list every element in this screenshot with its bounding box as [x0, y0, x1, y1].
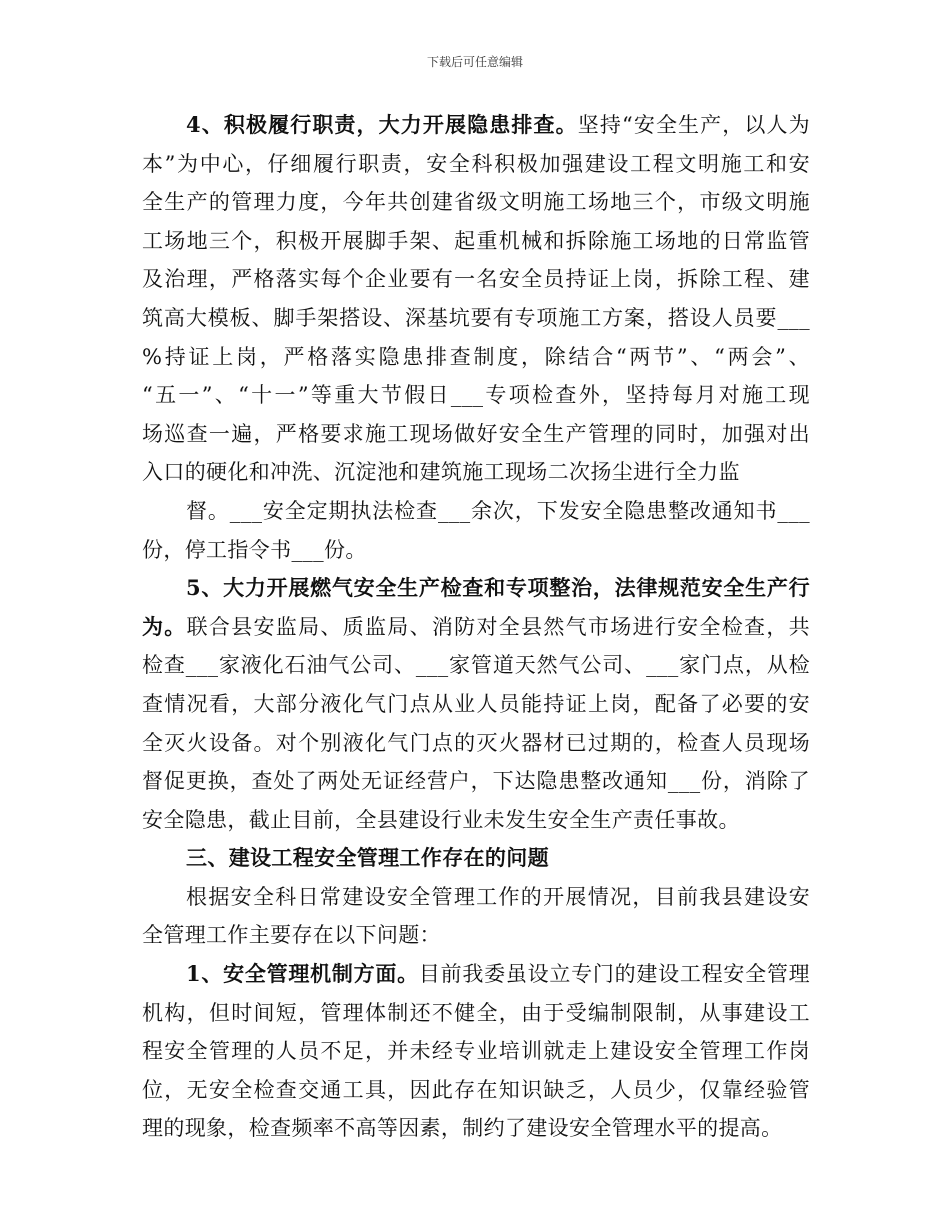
paragraph-4-line-9: 场巡查一遍，严格要求施工现场做好安全生产管理的同时，加强对出: [142, 421, 810, 446]
section-3-intro-line-1: 根据安全科日常建设安全管理工作的开展情况，目前我县建设安: [186, 884, 810, 909]
paragraph-5-line-4: 全灭火设备。对个别液化气门点的灭火器材已过期的，检查人员现场: [142, 730, 810, 755]
section-3-title: 三、建设工程安全管理工作存在的问题: [186, 845, 549, 871]
paragraph-4-line-5: 及治理，严格落实每个企业要有一名安全员持证上岗，拆除工程、建: [142, 267, 810, 292]
paragraph-1-line-1: 1、安全管理机制方面。目前我委虽设立专门的建设工程安全管理: [186, 961, 810, 987]
paragraph-1-line-5: 理的现象，检查频率不高等因素，制约了建设安全管理水平的提高。: [142, 1116, 783, 1141]
paragraph-4-line-12: 份，停工指令书___份。: [142, 537, 367, 562]
page-header-note: 下载后可任意编辑: [426, 55, 523, 69]
paragraph-4-line-2: 本”为中心，仔细履行职责，安全科积极加强建设工程文明施工和安: [142, 151, 810, 176]
document-body: [142, 106, 810, 1148]
paragraph-5-heading-line-1: 5、大力开展燃气安全生产检查和专项整治，法律规范安全生产行: [186, 575, 810, 601]
paragraph-5-heading-end: 为。: [142, 613, 187, 639]
paragraph-1-line-4: 位，无安全检查交通工具，因此存在知识缺乏，人员少，仅靠经验管: [142, 1077, 810, 1102]
section-3-intro-line-2: 全管理工作主要存在以下问题：: [142, 923, 441, 948]
paragraph-4-line-3: 全生产的管理力度，今年共创建省级文明施工场地三个，市级文明施: [142, 190, 810, 215]
paragraph-4-line-1: 4、积极履行职责，大力开展隐患排查。坚持“安全生产，以人为: [186, 112, 810, 137]
paragraph-4-line-10: 入口的硬化和冲洗、沉淀池和建筑施工现场二次扬尘进行全力监: [142, 460, 740, 485]
paragraph-4-line-8: “五一”、“十一”等重大节假日___专项检查外，坚持每月对施工现: [142, 383, 810, 408]
paragraph-4-line-7: %持证上岗，严格落实隐患排查制度，除结合“两节”、“两会”、: [142, 344, 810, 369]
paragraph-4-line-11: 督。___安全定期执法检查___余次，下发安全隐患整改通知书___: [186, 498, 810, 523]
paragraph-5-line-6: 安全隐患，截止目前，全县建设行业未发生安全生产责任事故。: [142, 807, 740, 832]
paragraph-1-heading: 1、安全管理机制方面。: [186, 961, 419, 987]
paragraph-4-line-6: 筑高大模板、脚手架搭设、深基坑要有专项施工方案，搭设人员要___: [142, 305, 810, 330]
paragraph-4-line-4: 工场地三个，积极开展脚手架、起重机械和拆除施工场地的日常监管: [142, 228, 810, 253]
paragraph-5-line-2: 检查___家液化石油气公司、___家管道天然气公司、___家门点，从检: [142, 653, 810, 678]
paragraph-5-line-1: 为。联合县安监局、质监局、消防对全县然气市场进行安全检查，共: [142, 613, 810, 639]
paragraph-5-line-3: 查情况看，大部分液化气门点从业人员能持证上岗，配备了必要的安: [142, 691, 810, 716]
paragraph-1-line-3: 程安全管理的人员不足，并未经专业培训就走上建设安全管理工作岗: [142, 1039, 810, 1064]
paragraph-4-heading: 4、积极履行职责，大力开展隐患排查。: [186, 112, 578, 137]
paragraph-1-line-2: 机构，但时间短，管理体制还不健全，由于受编制限制，从事建设工: [142, 1000, 810, 1025]
paragraph-5-line-5: 督促更换，查处了两处无证经营户，下达隐患整改通知___份，消除了: [142, 769, 810, 794]
